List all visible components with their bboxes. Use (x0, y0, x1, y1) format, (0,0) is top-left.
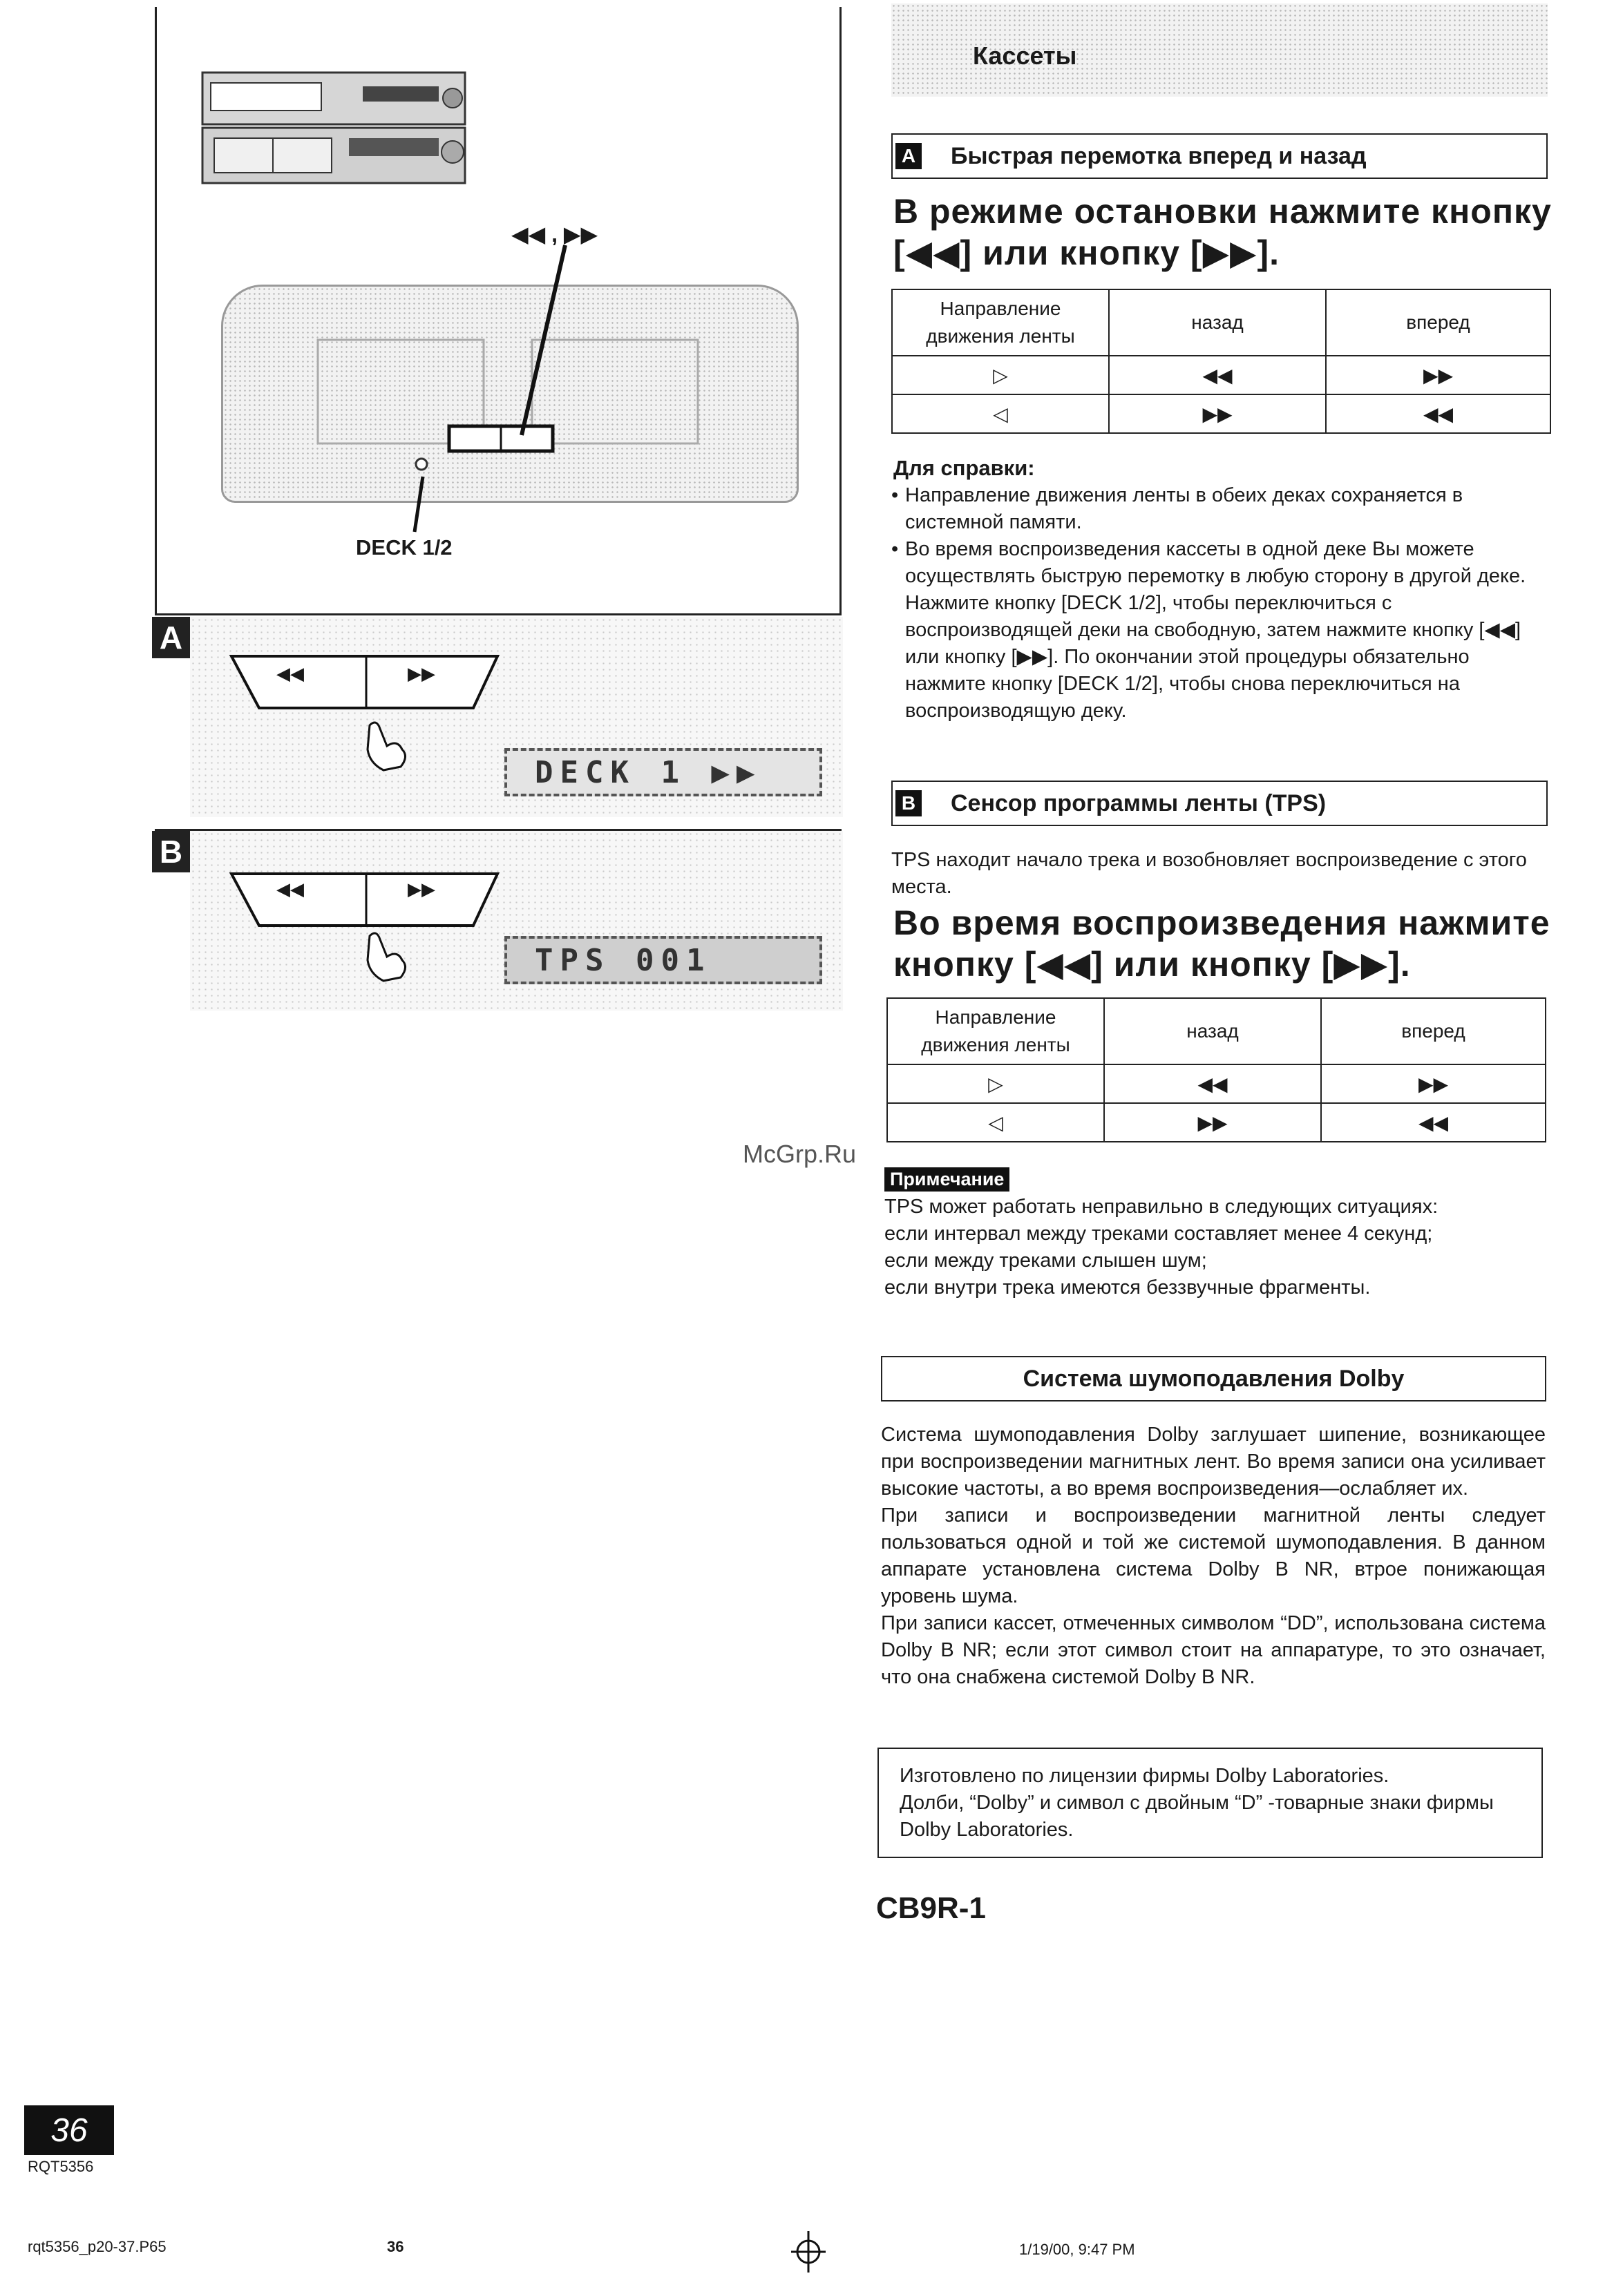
right-frame-line (839, 7, 842, 615)
table-cell: ◀◀ (1104, 1064, 1321, 1103)
hand-pointer-icon-b (359, 929, 415, 984)
table-row (887, 1064, 1546, 1103)
panel-a-rew-button[interactable]: ◀◀ (276, 663, 304, 684)
page-title: Кассеты (973, 41, 1077, 70)
panel-a-buttons (228, 653, 504, 715)
table-row (887, 998, 1546, 1064)
dolby-paragraph: При записи и воспроизведении магнитной ленты следует пользоваться одной и той же системой шумоподавления. В данном аппарате установлена система Dolby B NR, втрое понижающая уровень шума. (881, 1504, 1546, 1607)
section-a-table (891, 289, 1551, 434)
registration-mark-icon (788, 2228, 829, 2276)
section-b-instruction-1: Во время воспроизведения нажмите (893, 903, 1550, 942)
dolby-text (881, 1422, 1546, 1691)
table-cell: ▷ (887, 1064, 1104, 1103)
table-header-cell: Направление движения ленты (887, 998, 1104, 1064)
table-cell: ▷ (892, 356, 1109, 394)
footer-center-number: 36 (387, 2238, 404, 2255)
note-line: TPS может работать неправильно в следующих ситуациях: (884, 1196, 1439, 1218)
section-a-title: Быстрая перемотка вперед и назад (951, 142, 1367, 169)
panel-a-display: DECK 1 ▶▶ (504, 748, 822, 796)
left-frame-line (155, 7, 157, 615)
dolby-header (881, 1356, 1546, 1401)
table-cell: ◀◀ (1321, 1103, 1546, 1142)
stereo-system-image (197, 69, 473, 186)
table-row (892, 394, 1550, 433)
license-line: Изготовлено по лицензии фирмы Dolby Laboratories. (900, 1765, 1389, 1787)
list-item: • Направление движения ленты в обеих деках сохраняется в системной памяти. (891, 482, 1551, 536)
handwritten-code: CB9R-1 (876, 1891, 986, 1925)
section-a-tag: A (895, 143, 922, 169)
section-a-instruction-1: В режиме остановки нажмите кнопку (893, 192, 1552, 231)
reference-list (891, 482, 1551, 725)
doc-code: RQT5356 (28, 2158, 94, 2175)
license-line: Долби, “Dolby” и символ с двойным “D” -товарные знаки фирмы Dolby Laboratories. (900, 1792, 1494, 1841)
panel-b-letter: B (152, 831, 190, 872)
dolby-paragraph: При записи кассет, отмеченных символом “DD”, использована система Dolby B NR; если этот символ стоит на аппаратуре, то это означает, что она снабжена системой Dolby B NR. (881, 1612, 1546, 1688)
page-number: 36 (24, 2105, 114, 2155)
section-b-intro: TPS находит начало трека и возобновляет воспроизведение с этого места. (891, 849, 1527, 898)
section-a-header (891, 133, 1548, 179)
note-line: если между треками слышен шум; (884, 1250, 1207, 1272)
panel-a-ff-button[interactable]: ▶▶ (408, 663, 435, 684)
table-header-cell: Направление движения ленты (892, 289, 1109, 356)
table-cell: ◀◀ (1326, 394, 1550, 433)
table-row (887, 1103, 1546, 1142)
table-header-cell: назад (1109, 289, 1326, 356)
panel-b-display: TPS 001 (504, 936, 822, 984)
note-text (884, 1194, 1544, 1301)
footer-timestamp: 1/19/00, 9:47 PM (1019, 2241, 1135, 2258)
panel-b-rew-button[interactable]: ◀◀ (276, 879, 304, 899)
section-b-title: Сенсор программы ленты (TPS) (951, 790, 1327, 816)
dolby-license-box (877, 1748, 1543, 1858)
deck-label: DECK 1/2 (356, 535, 453, 559)
pointer-lines (387, 242, 594, 546)
table-cell: ▶▶ (1104, 1103, 1321, 1142)
footer-file-name: rqt5356_p20-37.P65 (28, 2238, 167, 2255)
panel-a-letter: A (152, 617, 190, 658)
hand-pointer-icon (359, 718, 415, 774)
table-cell: ▶▶ (1109, 394, 1326, 433)
list-item: • Во время воспроизведения кассеты в одной деке Вы можете осуществлять быструю перемотку в любую сторону в другой деке. Нажмите кнопку [DECK 1/2], чтобы переключиться с воспроизводящей деки на свободную, затем нажмите кнопку [◀◀] или кнопку [▶▶]. По окончании этой процедуры обязательно нажмите кнопку [DECK 1/2], чтобы снова переключиться на воспроизводящую деку. (891, 536, 1551, 725)
note-line: если интервал между треками составляет менее 4 секунд; (884, 1223, 1433, 1245)
section-b-header (891, 781, 1548, 826)
panel-b-buttons (228, 870, 504, 932)
table-row (892, 289, 1550, 356)
table-cell: ▶▶ (1321, 1064, 1546, 1103)
table-row (892, 356, 1550, 394)
table-cell: ◀◀ (1109, 356, 1326, 394)
table-header-cell: назад (1104, 998, 1321, 1064)
note-line: если внутри трека имеются беззвучные фрагменты. (884, 1276, 1371, 1299)
dolby-paragraph: Система шумоподавления Dolby заглушает шипение, возникающее при воспроизведении магнитных лент. Во время записи она усиливает высокие частоты, а во время воспроизведения—ослабляет их. (881, 1424, 1546, 1500)
bottom-frame-line (155, 613, 842, 615)
section-b-instruction-2: кнопку [◀◀] или кнопку [▶▶]. (893, 945, 1411, 984)
table-cell: ◁ (887, 1103, 1104, 1142)
section-b-table (886, 997, 1546, 1142)
dolby-title: Система шумоподавления Dolby (1023, 1365, 1405, 1392)
section-a-instruction-2: [◀◀] или кнопку [▶▶]. (893, 233, 1280, 272)
panel-b-ff-button[interactable]: ▶▶ (408, 879, 435, 899)
illustration-button-label: ◀◀ , ▶▶ (511, 222, 598, 247)
table-header-cell: вперед (1321, 998, 1546, 1064)
note-tag: Примечание (884, 1167, 1009, 1192)
table-cell: ◁ (892, 394, 1109, 433)
table-cell: ▶▶ (1326, 356, 1550, 394)
watermark: McGrp.Ru (743, 1140, 857, 1168)
section-b-tag: B (895, 790, 922, 816)
reference-title: Для справки: (893, 456, 1035, 480)
table-header-cell: вперед (1326, 289, 1550, 356)
